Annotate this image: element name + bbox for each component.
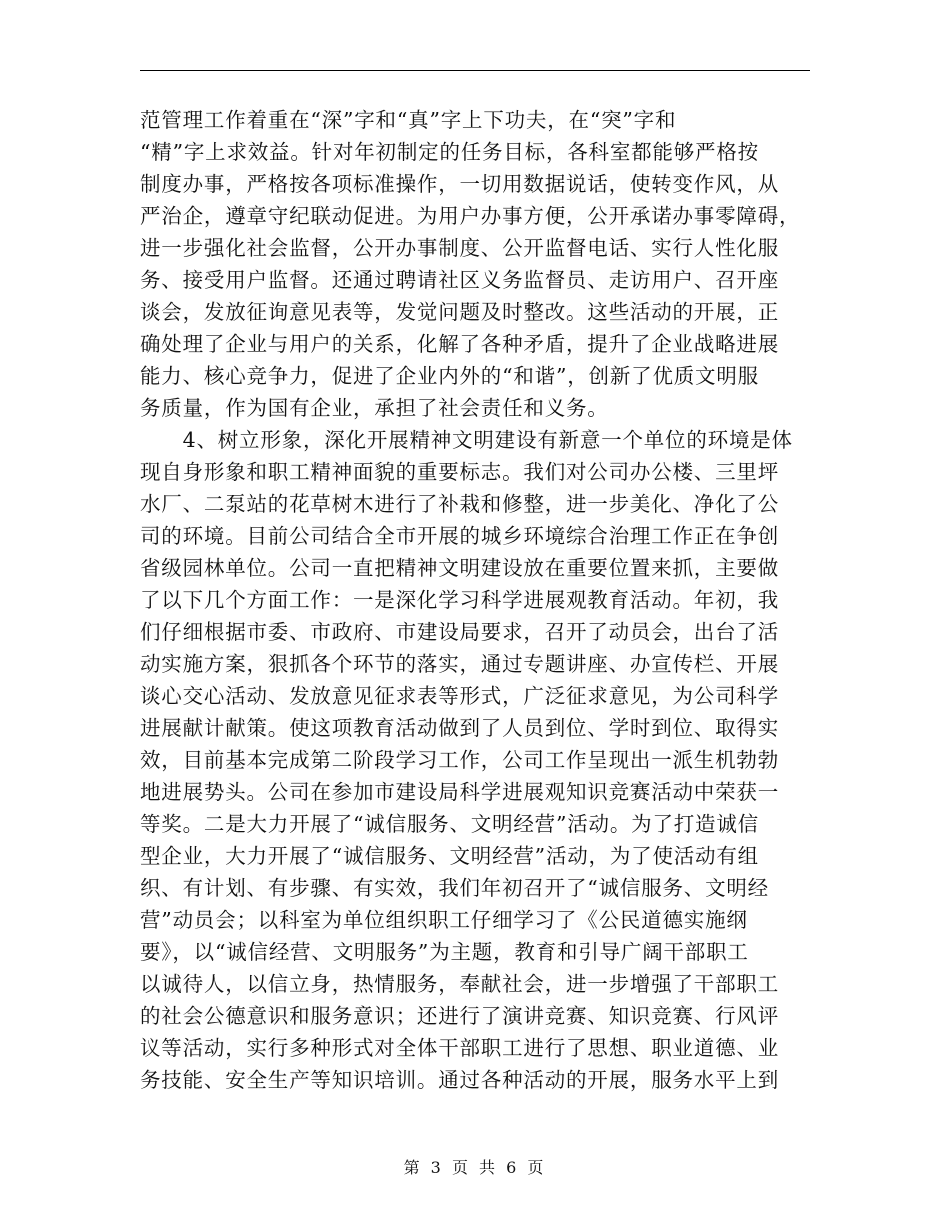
text-line: 地进展势头。公司在参加市建设局科学进展观知识竞赛活动中荣获一	[140, 780, 779, 804]
text-line: 务技能、安全生产等知识培训。通过各种活动的开展，服务水平上到	[140, 1068, 779, 1092]
text-line: 谈心交心活动、发放意见征求表等形式，广泛征求意见，为公司科学	[140, 684, 779, 708]
text-line: 以诚待人，以信立身，热情服务，奉献社会，进一步增强了干部职工	[140, 972, 779, 996]
header-rule	[140, 70, 810, 71]
text-line: 织、有计划、有步骤、有实效，我们年初召开了“诚信服务、文明经	[140, 876, 769, 900]
text-line: 现自身形象和职工精神面貌的重要标志。我们对公司办公楼、三里坪	[140, 460, 779, 484]
text-line: 型企业，大力开展了“诚信服务、文明经营”活动，为了使活动有组	[140, 844, 759, 868]
text-line: 要》，以“诚信经营、文明服务”为主题，教育和引导广阔干部职工	[140, 940, 749, 964]
text-line: 议等活动，实行多种形式对全体干部职工进行了思想、职业道德、业	[140, 1036, 779, 1060]
text-line: 制度办事，严格按各项标准操作，一切用数据说话，使转变作风，从	[140, 172, 779, 196]
text-line: 水厂、二泵站的花草树木进行了补栽和修整，进一步美化、净化了公	[140, 492, 779, 516]
text-line: 效，目前基本完成第二阶段学习工作，公司工作呈现出一派生机勃勃	[140, 748, 779, 772]
text-line: 进一步强化社会监督，公开办事制度、公开监督电话、实行人性化服	[140, 236, 779, 260]
page-footer: 第 3 页 共 6 页	[403, 1158, 547, 1177]
text-line: 务质量，作为国有企业，承担了社会责任和义务。	[140, 396, 609, 420]
text-line: “精”字上求效益。针对年初制定的任务目标，各科室都能够严格按	[140, 140, 759, 164]
text-line: 进展献计献策。使这项教育活动做到了人员到位、学时到位、取得实	[140, 716, 779, 740]
text-line: 营”动员会；以科室为单位组织职工仔细学习了《公民道德实施纲	[140, 908, 748, 932]
text-line: 范管理工作着重在“深”字和“真”字上下功夫，在“突”字和	[140, 108, 677, 132]
text-line: 确处理了企业与用户的关系，化解了各种矛盾，提升了企业战略进展	[140, 332, 779, 356]
text-line: 们仔细根据市委、市政府、市建设局要求，召开了动员会，出台了活	[140, 620, 779, 644]
text-line: 省级园林单位。公司一直把精神文明建设放在重要位置来抓，主要做	[140, 556, 779, 580]
text-line: 等奖。二是大力开展了“诚信服务、文明经营”活动。为了打造诚信	[140, 812, 759, 836]
text-line: 严治企，遵章守纪联动促进。为用户办事方便，公开承诺办事零障碍，	[140, 204, 801, 228]
text-line: 动实施方案，狠抓各个环节的落实，通过专题讲座、办宣传栏、开展	[140, 652, 779, 676]
text-line: 务、接受用户监督。还通过聘请社区义务监督员、走访用户、召开座	[140, 268, 779, 292]
text-line: 司的环境。目前公司结合全市开展的城乡环境综合治理工作正在争创	[140, 524, 779, 548]
document-body	[140, 104, 810, 1096]
text-line: 谈会，发放征询意见表等，发觉问题及时整改。这些活动的开展，正	[140, 300, 779, 324]
text-line: 了以下几个方面工作：一是深化学习科学进展观教育活动。年初，我	[140, 588, 779, 612]
text-line: 能力、核心竞争力，促进了企业内外的“和谐”，创新了优质文明服	[140, 364, 759, 388]
text-line: 4、树立形象，深化开展精神文明建设有新意一个单位的环境是体	[140, 428, 793, 452]
text-line: 的社会公德意识和服务意识；还进行了演讲竞赛、知识竞赛、行风评	[140, 1004, 779, 1028]
